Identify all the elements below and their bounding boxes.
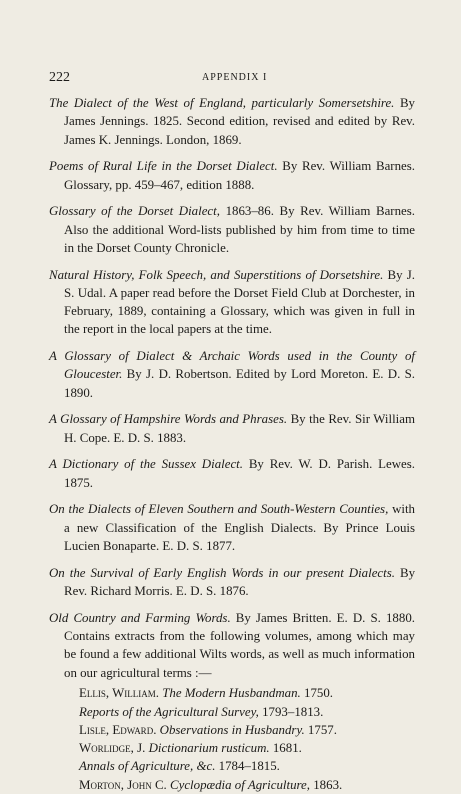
sub-entry-date: 1681. bbox=[272, 741, 302, 756]
entry-detail: By Rev. William Barnes. Glossary, pp. 459–467, edition 1888. bbox=[64, 159, 415, 192]
entry-title: A Dictionary of the Sussex Dialect. bbox=[49, 457, 243, 472]
page-header bbox=[49, 70, 414, 86]
entry-title: The Dialect of the West of England, particularly Somersetshire. bbox=[49, 96, 395, 110]
sub-entry-work: Reports of the Agricultural Survey, bbox=[79, 704, 259, 719]
entry-title: A Glossary of Hampshire Words and Phrases. bbox=[49, 412, 288, 427]
sub-entry bbox=[79, 703, 415, 721]
entry-detail: By J. D. Robertson. Edited by Lord Moreton. E. D. S. 1890. bbox=[64, 367, 415, 400]
entry-title: A Glossary of Dialect & Archaic Words used in the County of Gloucester. bbox=[49, 349, 415, 382]
entry-detail: with a new Classification of the English Dialects. By Prince Louis Lucien Bonaparte. E. D. S. 1877. bbox=[64, 502, 415, 553]
bibliography-entry bbox=[49, 500, 415, 555]
entry-title: On the Survival of Early English Words in our present Dialects. bbox=[49, 565, 395, 580]
entry-detail: 1863–86. By Rev. William Barnes. Also the additional Word-lists published by him from time to time in the Dorset County Chronicle. bbox=[64, 204, 415, 255]
entry-title: Old Country and Farming Words. bbox=[49, 610, 231, 625]
sub-entry-work: Cyclopædia of Agriculture, bbox=[170, 777, 310, 792]
sub-entry bbox=[79, 721, 415, 739]
entry-detail: By the Rev. Sir William H. Cope. E. D. S. 1883. bbox=[64, 412, 415, 445]
sub-entry-date: 1757. bbox=[307, 722, 337, 737]
bibliography-entry bbox=[49, 410, 415, 447]
entry-detail: By James Jennings. 1825. Second edition, revised and edited by Rev. James K. Jennings. London, 1869. bbox=[64, 96, 415, 147]
bibliography-entry bbox=[49, 347, 415, 402]
bibliography-entry bbox=[49, 94, 415, 149]
sub-entry bbox=[79, 684, 415, 702]
bibliography-entry bbox=[49, 266, 415, 339]
entry-detail: By J. S. Udal. A paper read before the Dorset Field Club at Dorchester, in February, 1889, containing a Glossary, which was given in full in the report in the local papers at the time. bbox=[64, 267, 415, 337]
sub-entry-list bbox=[49, 684, 415, 794]
entry-title: Natural History, Folk Speech, and Superstitions of Dorsetshire. bbox=[49, 267, 384, 282]
sub-entry-author: Ellis, William. bbox=[79, 686, 159, 701]
entry-title: Glossary of the Dorset Dialect, bbox=[49, 204, 220, 219]
sub-entry-date: 1784–1815. bbox=[218, 759, 280, 774]
sub-entry-work: Observations in Husbandry. bbox=[159, 722, 305, 737]
sub-entry-work: Dictionarium rusticum. bbox=[148, 741, 270, 756]
sub-entry bbox=[79, 739, 415, 757]
running-head: APPENDIX I bbox=[202, 72, 268, 83]
sub-entry-author: Worlidge, J. bbox=[79, 741, 146, 756]
entry-title: Poems of Rural Life in the Dorset Dialect. bbox=[49, 159, 278, 174]
sub-entry-date: 1863. bbox=[313, 777, 343, 792]
sub-entry-author: Morton, John C. bbox=[79, 777, 167, 792]
page-number: 222 bbox=[49, 70, 70, 85]
entry-detail: By Rev. W. D. Parish. Lewes. 1875. bbox=[64, 457, 415, 490]
sub-entry bbox=[79, 776, 415, 794]
bibliography-entry bbox=[49, 609, 415, 682]
sub-entry-work: The Modern Husbandman. bbox=[162, 686, 301, 701]
bibliography-entry bbox=[49, 202, 415, 257]
sub-entry-date: 1750. bbox=[304, 686, 334, 701]
bibliography-entry bbox=[49, 564, 415, 601]
sub-entry-work: Annals of Agriculture, &c. bbox=[79, 759, 216, 774]
entry-title: On the Dialects of Eleven Southern and South-Western Counties, bbox=[49, 502, 389, 517]
bibliography-list bbox=[49, 94, 415, 794]
entry-detail: By Rev. Richard Morris. E. D. S. 1876. bbox=[64, 565, 416, 598]
sub-entry-date: 1793–1813. bbox=[262, 704, 324, 719]
bibliography-entry bbox=[49, 157, 415, 194]
entry-detail: By James Britten. E. D. S. 1880. Contains extracts from the following volumes, among which may be found a few additional Wilts words, as well as much information on our agricultural terms :— bbox=[64, 610, 415, 680]
bibliography-entry bbox=[49, 455, 415, 492]
sub-entry-author: Lisle, Edward. bbox=[79, 722, 157, 737]
